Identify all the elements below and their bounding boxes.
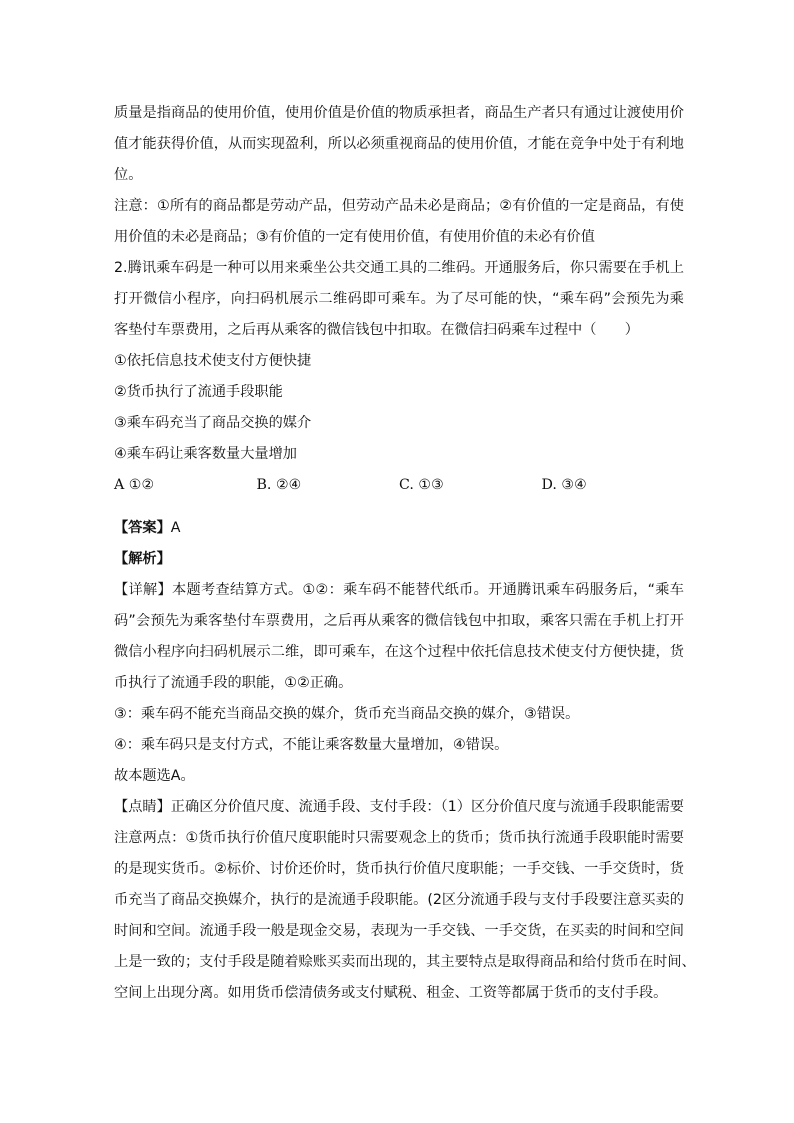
text-line: 用价值的未必是商品；③有价值的一定有使用价值，有使用价值的未必有价值 bbox=[114, 229, 595, 245]
text-line: 位。 bbox=[114, 167, 143, 183]
text-line: 注意：①所有的商品都是劳动产品，但劳动产品未必是商品；②有价值的一定是商品，有使 bbox=[114, 198, 684, 214]
text-line: 空间上出现分离。如用货币偿清债务或支付赋税、租金、工资等都属于货币的支付手段。 bbox=[114, 985, 668, 1001]
text-line: 打开微信小程序，向扫码机展示二维码即可乘车。为了尽可能的快，“乘车码”会预先为乘 bbox=[114, 291, 684, 307]
text-line: 值才能获得价值，从而实现盈利，所以必须重视商品的使用价值，才能在竞争中处于有利地 bbox=[114, 136, 684, 152]
answer-options bbox=[114, 470, 684, 501]
note-paragraph bbox=[114, 191, 684, 253]
text-line: 客垫付车票费用，之后再从乘客的微信钱包中扣取。在微信扫码乘车过程中（ ） bbox=[114, 322, 639, 338]
text-line: ④：乘车码只是支付方式，不能让乘客数量大量增加，④错误。 bbox=[114, 737, 509, 753]
text-line: 码”会预先为乘客垫付车票费用，之后再从乘客的微信钱包中扣取，乘客只需在手机上打开 bbox=[114, 613, 684, 629]
statement-item: ③乘车码充当了商品交换的媒介 bbox=[114, 415, 312, 431]
text-line: 上是一致的；支付手段是随着赊账买卖而出现的，其主要特点是取得商品和给付货币在时间、 bbox=[114, 954, 696, 970]
answer-value: A bbox=[170, 520, 181, 536]
text-line: 币充当了商品交换媒介，执行的是流通手段职能。(2区分流通手段与支付手段要注意买卖的 bbox=[114, 892, 684, 908]
text-line: 的是现实货币。②标价、讨价还价时，货币执行价值尺度职能；一手交钱、一手交货时，货 bbox=[114, 861, 684, 877]
question-stem bbox=[114, 253, 684, 346]
text-line: 币执行了流通手段的职能，①②正确。 bbox=[114, 675, 353, 691]
option-d: D. ③④ bbox=[541, 477, 587, 493]
analysis-heading: 【解析】 bbox=[114, 551, 171, 567]
statement-list bbox=[114, 346, 684, 470]
option-c: C. ①③ bbox=[399, 477, 444, 493]
option-a: A ①② bbox=[114, 477, 155, 493]
text-line: 【点睛】正确区分价值尺度、流通手段、支付手段：（1）区分价值尺度与流通手段职能需要 bbox=[114, 799, 684, 815]
answer-tag: 【答案】 bbox=[114, 520, 171, 536]
dianjing-section bbox=[114, 792, 696, 1009]
document-body bbox=[114, 98, 696, 1009]
statement-item: ④乘车码让乘客数量大量增加 bbox=[114, 446, 297, 462]
text-line: 时间和空间。流通手段一般是现金交易，表现为一手交钱、一手交货，在买卖的时间和空间 bbox=[114, 923, 684, 939]
text-line: 故本题选A。 bbox=[114, 768, 195, 784]
spacer bbox=[114, 501, 684, 513]
text-line: 注意两点：①货币执行价值尺度职能时只需要观念上的货币；货币执行流通手段职能时需要 bbox=[114, 830, 684, 846]
statement-item: ①依托信息技术使支付方便快捷 bbox=[114, 353, 312, 369]
text-line: ③：乘车码不能充当商品交换的媒介，货币充当商品交换的媒介，③错误。 bbox=[114, 706, 580, 722]
option-b: B. ②④ bbox=[256, 477, 302, 493]
explanation-paragraph bbox=[114, 98, 684, 191]
text-line: 2.腾讯乘车码是一种可以用来乘坐公共交通工具的二维码。开通服务后，你只需要在手机上 bbox=[114, 260, 684, 276]
text-line: 微信小程序向扫码机展示二维，即可乘车，在这个过程中依托信息技术使支付方便快捷，货 bbox=[114, 644, 684, 660]
statement-item: ②货币执行了流通手段职能 bbox=[114, 384, 283, 400]
answer-line bbox=[114, 513, 684, 544]
text-line: 质量是指商品的使用价值，使用价值是价值的物质承担者，商品生产者只有通过让渡使用价 bbox=[114, 105, 684, 121]
text-line: 【详解】本题考查结算方式。①②：乘车码不能替代纸币。开通腾讯乘车码服务后，“乘车 bbox=[114, 582, 684, 598]
detail-section bbox=[114, 575, 684, 792]
